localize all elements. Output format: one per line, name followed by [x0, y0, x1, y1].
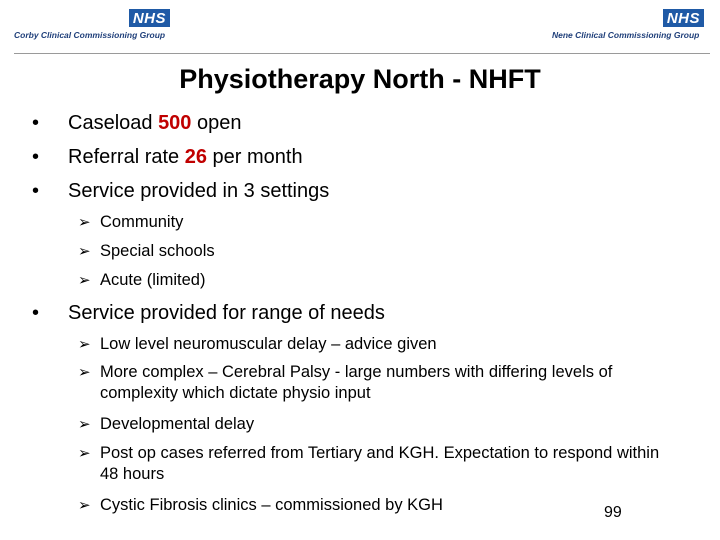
nene-ccg-name: Nene Clinical Commissioning Group [552, 30, 700, 40]
bullet-settings: • Service provided in 3 settings [32, 180, 330, 202]
arrow-bullet-icon: ➢ [78, 214, 91, 231]
settings-item: ➢ Community [78, 213, 184, 231]
corby-ccg-logo [14, 9, 170, 40]
arrow-bullet-icon: ➢ [78, 336, 91, 353]
caseload-value: 500 [158, 112, 192, 134]
settings-item: ➢ Special schools [78, 242, 215, 260]
bullet-dot-icon: • [32, 302, 40, 324]
bullet-dot-icon: • [32, 112, 40, 134]
arrow-bullet-icon: ➢ [78, 272, 91, 289]
needs-item: ➢ Low level neuromuscular delay – advice given [78, 335, 437, 353]
arrow-bullet-icon: ➢ [78, 445, 91, 462]
nhs-badge: NHS [663, 9, 704, 27]
referral-rate-value: 26 [184, 146, 207, 168]
arrow-bullet-icon: ➢ [78, 364, 91, 381]
arrow-bullet-icon: ➢ [78, 497, 91, 514]
page-number: 99 [604, 504, 622, 521]
slide-title: Physiotherapy North - NHFT [179, 64, 541, 94]
needs-item: ➢ Post op cases referred from Tertiary and KGH. Expectation to respond within 48 hours [78, 444, 660, 483]
bullet-caseload: • Caseload 500 open [32, 112, 242, 134]
needs-item: ➢ More complex – Cerebral Palsy - large numbers with differing levels of complexity which dictate physio input [78, 363, 613, 402]
nene-ccg-logo [552, 9, 704, 40]
nhs-badge: NHS [129, 9, 170, 27]
arrow-bullet-icon: ➢ [78, 416, 91, 433]
bullet-dot-icon: • [32, 146, 40, 168]
needs-item: ➢ Developmental delay [78, 415, 255, 433]
corby-ccg-name: Corby Clinical Commissioning Group [14, 30, 166, 40]
needs-item: ➢ Cystic Fibrosis clinics – commissioned by KGH [78, 496, 443, 514]
bullet-range-of-needs: • Service provided for range of needs [32, 302, 385, 324]
header-divider [14, 53, 710, 54]
bullet-dot-icon: • [32, 180, 40, 202]
bullet-referral-rate: • Referral rate 26 per month [32, 146, 303, 168]
arrow-bullet-icon: ➢ [78, 243, 91, 260]
settings-item: ➢ Acute (limited) [78, 271, 206, 289]
